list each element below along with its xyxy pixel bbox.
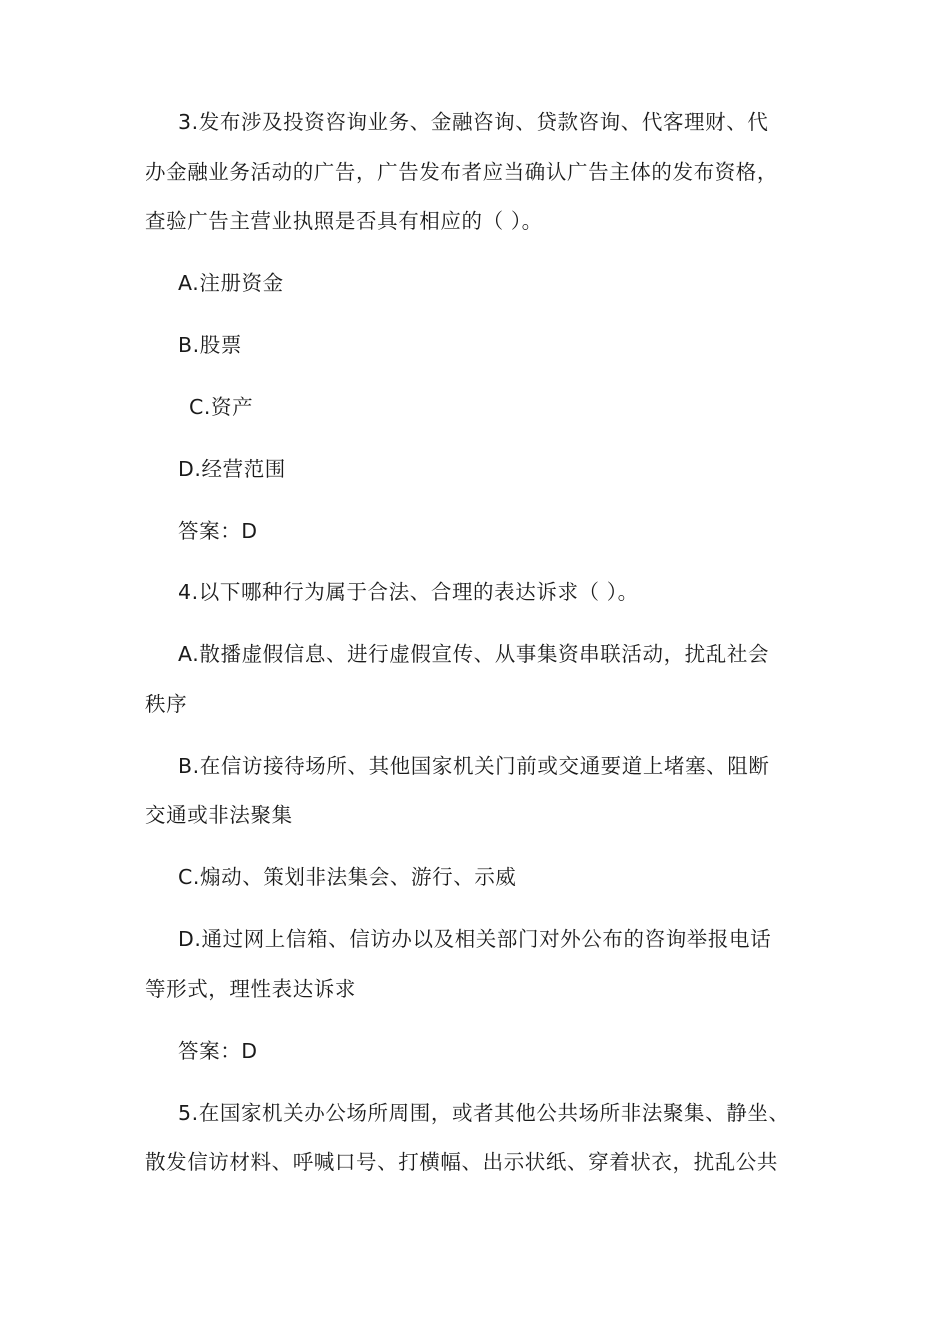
question-3-stem-line-1: 3.发布涉及投资咨询业务、金融咨询、贷款咨询、代客理财、代 (178, 110, 769, 134)
question-4-option-b-line-2: 交通或非法聚集 (145, 803, 293, 827)
question-4-option-d-line-1: D.通过网上信箱、信访办以及相关部门对外公布的咨询举报电话 (178, 927, 772, 951)
question-3-stem-line-3: 查验广告主营业执照是否具有相应的（ ）。 (145, 209, 543, 233)
question-3-option-a: A.注册资金 (178, 271, 284, 295)
question-3-option-b: B.股票 (178, 333, 242, 357)
question-3-answer: 答案：D (178, 519, 258, 543)
question-4-option-c: C.煽动、策划非法集会、游行、示威 (178, 865, 517, 889)
question-3-stem-line-2: 办金融业务活动的广告，广告发布者应当确认广告主体的发布资格， (145, 160, 778, 184)
question-3-option-d: D.经营范围 (178, 457, 286, 481)
question-4-option-b-line-1: B.在信访接待场所、其他国家机关门前或交通要道上堵塞、阻断 (178, 754, 770, 778)
question-3-option-c: C.资产 (189, 395, 254, 419)
question-4-option-d-line-2: 等形式，理性表达诉求 (145, 977, 356, 1001)
question-4-option-a-line-1: A.散播虚假信息、进行虚假宣传、从事集资串联活动，扰乱社会 (178, 642, 770, 666)
question-4-option-a-line-2: 秩序 (145, 692, 188, 716)
question-4-stem-line-1: 4.以下哪种行为属于合法、合理的表达诉求（ ）。 (178, 580, 639, 604)
question-4-answer: 答案：D (178, 1039, 258, 1063)
question-5-stem-line-1: 5.在国家机关办公场所周围，或者其他公共场所非法聚集、静坐、 (178, 1101, 790, 1125)
question-5-stem-line-2: 散发信访材料、呼喊口号、打横幅、出示状纸、穿着状衣，扰乱公共 (145, 1150, 778, 1174)
